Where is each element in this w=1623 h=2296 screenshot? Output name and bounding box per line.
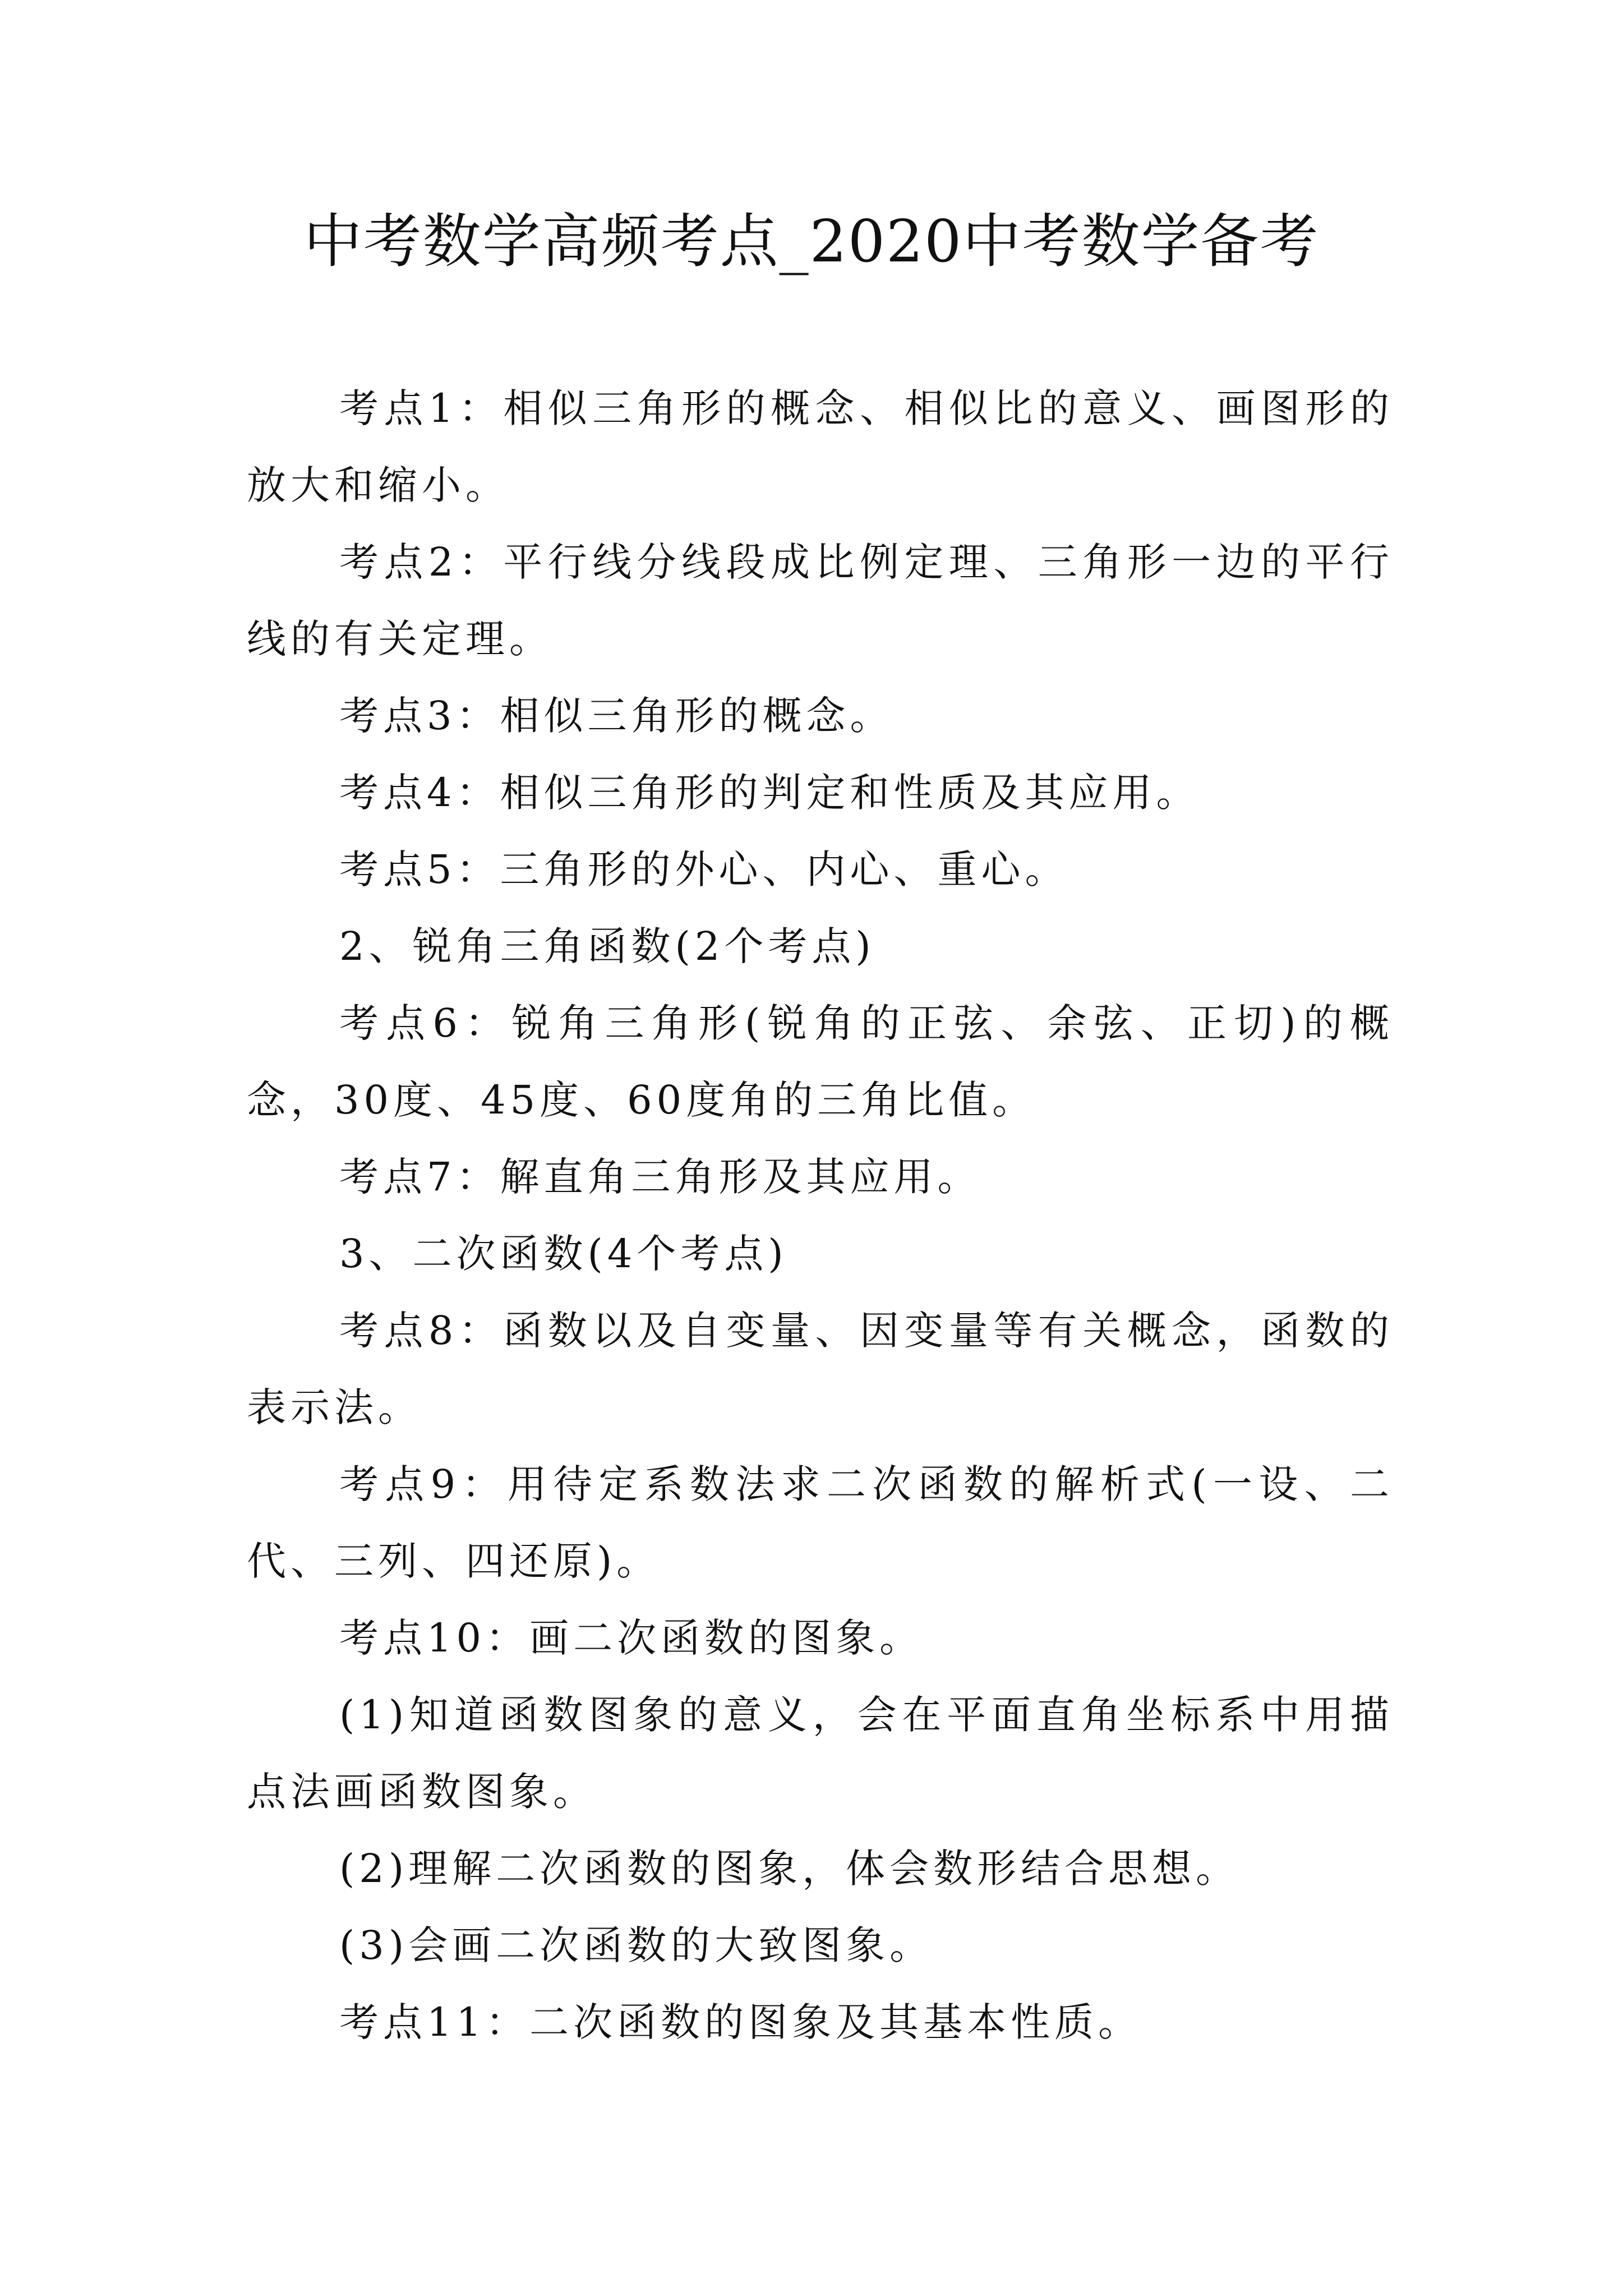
document-title: 中考数学高频考点_2020中考数学备考 bbox=[303, 207, 1320, 275]
paragraph-kaodian-10: 考点10：画二次函数的图象。 bbox=[339, 1615, 924, 1661]
list-item-1: (1)知道函数图象的意义，会在平面直角坐标系中用描点法画函数图象。 bbox=[247, 1692, 1394, 1815]
paragraph-kaodian-5: 考点5：三角形的外心、内心、重心。 bbox=[339, 846, 1069, 892]
paragraph-kaodian-9: 考点9：用待定系数法求二次函数的解析式(一设、二代、三列、四还原)。 bbox=[247, 1461, 1394, 1584]
paragraph-kaodian-3: 考点3：相似三角形的概念。 bbox=[339, 693, 894, 739]
paragraph-kaodian-2: 考点2：平行线分线段成比例定理、三角形一边的平行线的有关定理。 bbox=[247, 539, 1394, 662]
paragraph-kaodian-11: 考点11：二次函数的图象及其基本性质。 bbox=[339, 1999, 1142, 2045]
paragraph-kaodian-1: 考点1：相似三角形的概念、相似比的意义、画图形的放大和缩小。 bbox=[247, 385, 1394, 508]
paragraph-kaodian-6: 考点6：锐角三角形(锐角的正弦、余弦、正切)的概念，30度、45度、60度角的三角比值。 bbox=[247, 1000, 1394, 1123]
paragraph-kaodian-4: 考点4：相似三角形的判定和性质及其应用。 bbox=[339, 770, 1200, 816]
document-body bbox=[247, 370, 1394, 2061]
section-heading-trig: 2、锐角三角函数(2个考点) bbox=[339, 923, 875, 969]
paragraph-kaodian-8: 考点8：函数以及自变量、因变量等有关概念，函数的表示法。 bbox=[247, 1308, 1394, 1430]
section-heading-quadratic: 3、二次函数(4个考点) bbox=[339, 1231, 788, 1277]
list-item-2: (2)理解二次函数的图象，体会数形结合思想。 bbox=[339, 1846, 1240, 1892]
list-item-3: (3)会画二次函数的大致图象。 bbox=[339, 1922, 934, 1968]
paragraph-kaodian-7: 考点7：解直角三角形及其应用。 bbox=[339, 1154, 981, 1200]
